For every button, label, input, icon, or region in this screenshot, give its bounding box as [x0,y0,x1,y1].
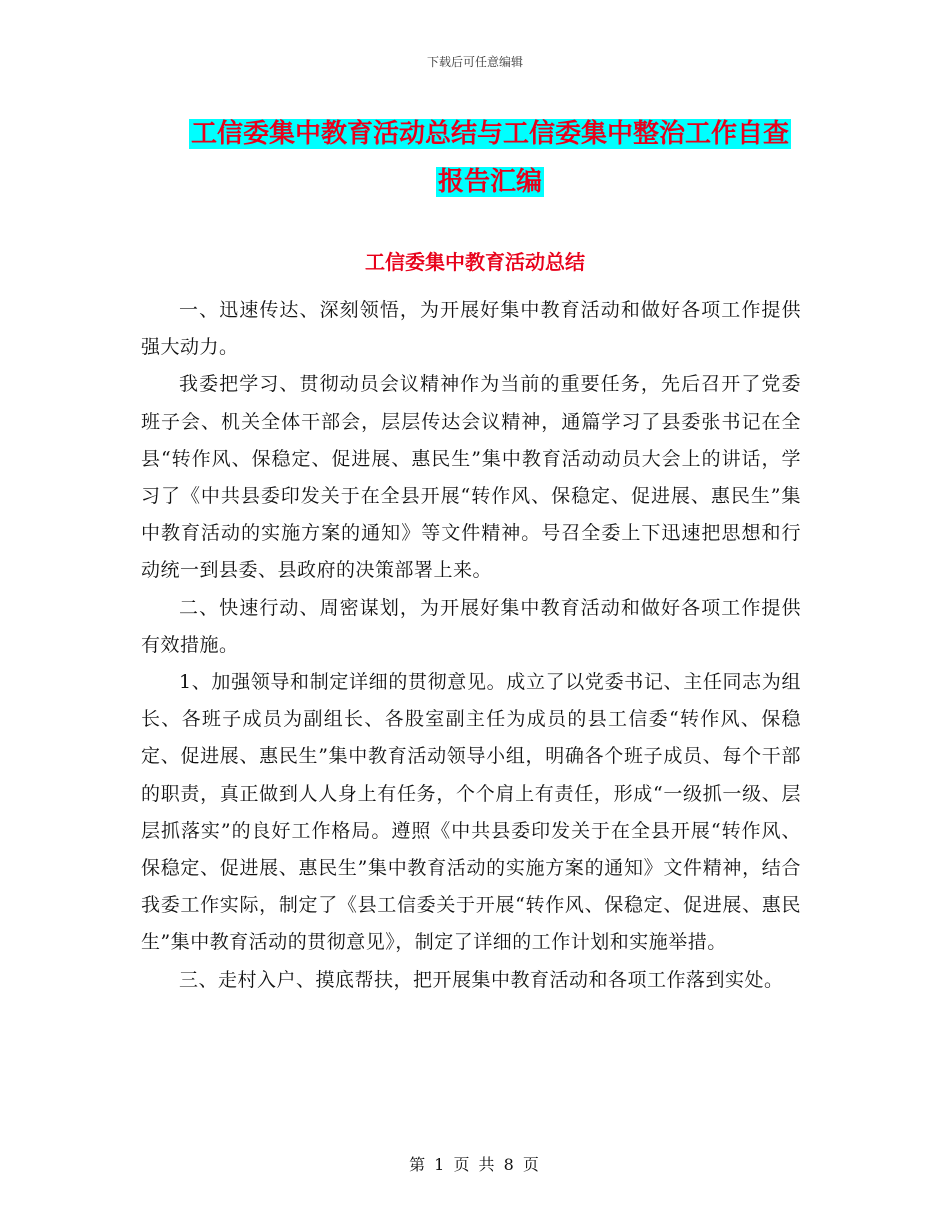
paragraph-1: 一、迅速传达、深刻领悟，为开展好集中教育活动和做好各项工作提供强大动力。 [141,299,801,359]
document-title [140,110,840,206]
page-number: 第 1 页 共 8 页 [409,1155,541,1174]
header-note: 下载后可任意编辑 [426,55,523,69]
document-title-line-1: 工信委集中教育活动总结与工信委集中整治工作自查 [190,119,789,149]
paragraph-4: 1、加强领导和制定详细的贯彻意见。成立了以党委书记、主任同志为组长、各班子成员为副组长、各股室副主任为成员的县工信委“转作风、保稳定、促进展、惠民生”集中教育活动领导小组，明确各个班子成员、每个干部的职责，真正做到人人身上有任务，个个肩上有责任，形成“一级抓一级、层层抓落实”的良好工作格局。遵照《中共县委印发关于在全县开展“转作风、保稳定、促进展、惠民生”集中教育活动的实施方案的通知》文件精神，结合我委工作实际，制定了《县工信委关于开展“转作风、保稳定、促进展、惠民生”集中教育活动的贯彻意见》，制定了详细的工作计划和实施举措。 [141,671,801,954]
section-title: 工信委集中教育活动总结 [365,250,585,274]
paragraph-5: 三、走村入户、摸底帮扶，把开展集中教育活动和各项工作落到实处。 [179,968,784,991]
paragraph-2: 我委把学习、贯彻动员会议精神作为当前的重要任务，先后召开了党委班子会、机关全体干部会，层层传达会议精神，通篇学习了县委张书记在全县“转作风、保稳定、促进展、惠民生”集中教育活动动员大会上的讲话，学习了《中共县委印发关于在全县开展“转作风、保稳定、促进展、惠民生”集中教育活动的实施方案的通知》等文件精神。号召全委上下迅速把思想和行动统一到县委、县政府的决策部署上来。 [141,373,801,582]
paragraph-3: 二、快速行动、周密谋划，为开展好集中教育活动和做好各项工作提供有效措施。 [141,596,801,656]
document-body [141,292,801,999]
document-title-line-2: 报告汇编 [437,167,542,197]
